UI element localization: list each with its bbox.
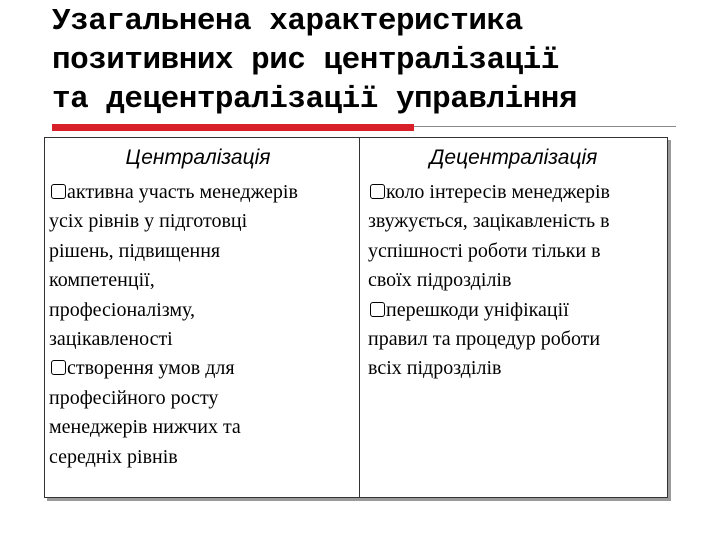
bullet-text: усіх рівнів у підготовці [49, 210, 248, 233]
bullet-text: звужується, зацікавленість в [368, 210, 610, 233]
decentralization-item-1 [368, 178, 667, 296]
bullet-text: своїх підрозділів [368, 269, 512, 292]
bullet-text: професіоналізму, [49, 298, 196, 321]
square-bullet-icon [370, 302, 385, 317]
title-divider-rule [414, 126, 676, 127]
bullet-text: професійного росту [49, 386, 219, 409]
square-bullet-icon [51, 360, 66, 375]
bullet-text: активна участь менеджерів [67, 181, 298, 203]
centralization-item-1 [49, 178, 359, 354]
bullet-text: створення умов для [67, 357, 235, 380]
centralization-header: Централізація [125, 146, 271, 169]
bullet-text: успішності роботи тільки в [368, 239, 601, 262]
decentralization-list [360, 178, 667, 384]
decentralization-item-2 [368, 296, 667, 384]
title-line-1: Узагальнена характеристика [52, 4, 523, 39]
title-accent-rule [52, 124, 414, 131]
square-bullet-icon [51, 184, 66, 199]
decentralization-header: Децентралізація [429, 146, 598, 169]
bullet-text: коло інтересів менеджерів [386, 181, 611, 203]
bullet-text: всіх підрозділів [368, 357, 502, 380]
centralization-column [45, 138, 360, 497]
decentralization-column [360, 138, 667, 497]
centralization-list [45, 178, 359, 472]
bullet-text: середніх рівнів [49, 445, 178, 468]
bullet-text: компетенції, [49, 269, 155, 292]
title-line-2: позитивних рис централізації [52, 43, 559, 78]
bullet-text: зацікавленості [49, 328, 173, 351]
bullet-text: менеджерів нижчих та [49, 416, 241, 439]
comparison-table [44, 137, 668, 498]
slide-title [52, 2, 712, 119]
bullet-text: перешкоди уніфікації [386, 298, 569, 321]
title-line-3: та децентралізації управління [52, 82, 577, 117]
bullet-text: рішень, підвищення [49, 239, 221, 262]
bullet-text: правил та процедур роботи [368, 328, 601, 351]
centralization-item-2 [49, 354, 359, 472]
square-bullet-icon [370, 184, 385, 199]
